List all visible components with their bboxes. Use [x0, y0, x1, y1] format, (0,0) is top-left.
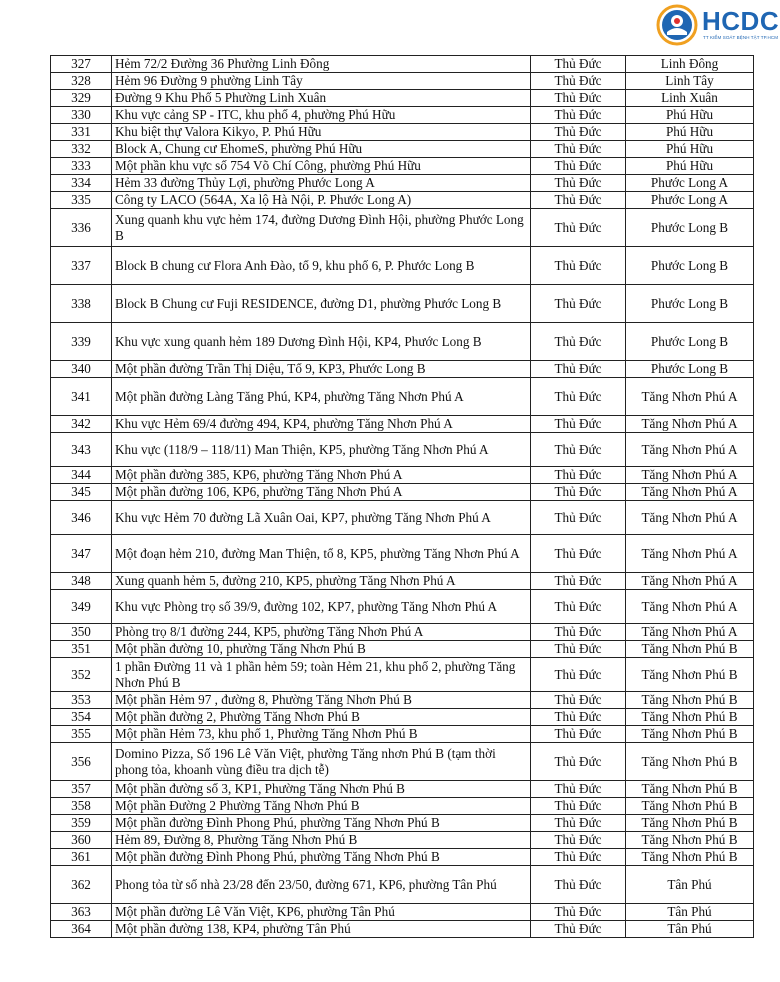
row-number: 327	[51, 56, 112, 73]
ward-cell: Tăng Nhơn Phú A	[626, 501, 754, 535]
district-cell: Thủ Đức	[531, 484, 626, 501]
table-row	[51, 107, 754, 124]
ward-cell: Phước Long B	[626, 247, 754, 285]
ward-cell: Tăng Nhơn Phú A	[626, 378, 754, 416]
district-cell: Thủ Đức	[531, 175, 626, 192]
row-number: 332	[51, 141, 112, 158]
district-cell: Thủ Đức	[531, 641, 626, 658]
row-number: 340	[51, 361, 112, 378]
table-row	[51, 192, 754, 209]
row-number: 354	[51, 709, 112, 726]
row-number: 336	[51, 209, 112, 247]
location-cell: Khu biệt thự Valora Kikyo, P. Phú Hữu	[112, 124, 531, 141]
table-row	[51, 743, 754, 781]
table-row	[51, 141, 754, 158]
ward-cell: Tăng Nhơn Phú B	[626, 658, 754, 692]
location-cell: Hẻm 72/2 Đường 36 Phường Linh Đông	[112, 56, 531, 73]
location-cell: 1 phần Đường 11 và 1 phần hẻm 59; toàn Hẻm 21, khu phố 2, phường Tăng Nhơn Phú B	[112, 658, 531, 692]
table-row	[51, 692, 754, 709]
row-number: 334	[51, 175, 112, 192]
row-number: 338	[51, 285, 112, 323]
location-cell: Công ty LACO (564A, Xa lộ Hà Nội, P. Phước Long A)	[112, 192, 531, 209]
district-cell: Thủ Đức	[531, 247, 626, 285]
district-cell: Thủ Đức	[531, 921, 626, 938]
row-number: 364	[51, 921, 112, 938]
district-cell: Thủ Đức	[531, 815, 626, 832]
location-cell: Khu vực (118/9 – 118/11) Man Thiện, KP5, phường Tăng Nhơn Phú A	[112, 433, 531, 467]
table-row	[51, 641, 754, 658]
table-row	[51, 624, 754, 641]
logo-subtitle: TT KIỂM SOÁT BỆNH TẬT TP.HCM	[703, 35, 779, 40]
district-cell: Thủ Đức	[531, 73, 626, 90]
district-cell: Thủ Đức	[531, 56, 626, 73]
table-row	[51, 866, 754, 904]
ward-cell: Tăng Nhơn Phú B	[626, 815, 754, 832]
row-number: 355	[51, 726, 112, 743]
table-row	[51, 726, 754, 743]
row-number: 362	[51, 866, 112, 904]
ward-cell: Tăng Nhơn Phú B	[626, 832, 754, 849]
district-cell: Thủ Đức	[531, 192, 626, 209]
ward-cell: Linh Đông	[626, 56, 754, 73]
row-number: 360	[51, 832, 112, 849]
row-number: 330	[51, 107, 112, 124]
location-cell: Khu vực xung quanh hẻm 189 Dương Đình Hội, KP4, Phước Long B	[112, 323, 531, 361]
row-number: 346	[51, 501, 112, 535]
table-row	[51, 832, 754, 849]
ward-cell: Tăng Nhơn Phú A	[626, 416, 754, 433]
row-number: 331	[51, 124, 112, 141]
row-number: 349	[51, 590, 112, 624]
table-row	[51, 90, 754, 107]
district-cell: Thủ Đức	[531, 535, 626, 573]
row-number: 351	[51, 641, 112, 658]
table-row	[51, 815, 754, 832]
ward-cell: Tăng Nhơn Phú B	[626, 692, 754, 709]
location-cell: Domino Pizza, Số 196 Lê Văn Việt, phường Tăng nhơn Phú B (tạm thời phong tỏa, khoanh vùng điều tra dịch tễ)	[112, 743, 531, 781]
table-row	[51, 798, 754, 815]
ward-cell: Phước Long A	[626, 175, 754, 192]
location-cell: Hẻm 89, Đường 8, Phường Tăng Nhơn Phú B	[112, 832, 531, 849]
table-row	[51, 535, 754, 573]
logo-text: HCDC	[702, 6, 780, 36]
district-cell: Thủ Đức	[531, 141, 626, 158]
row-number: 343	[51, 433, 112, 467]
table-row	[51, 323, 754, 361]
ward-cell: Linh Xuân	[626, 90, 754, 107]
ward-cell: Linh Tây	[626, 73, 754, 90]
location-cell: Một phần đường Trần Thị Diệu, Tổ 9, KP3, Phước Long B	[112, 361, 531, 378]
ward-cell: Tăng Nhơn Phú A	[626, 590, 754, 624]
district-cell: Thủ Đức	[531, 501, 626, 535]
location-cell: Một phần đường 385, KP6, phường Tăng Nhơn Phú A	[112, 467, 531, 484]
location-cell: Khu vực Hẻm 70 đường Lã Xuân Oai, KP7, phường Tăng Nhơn Phú A	[112, 501, 531, 535]
table-row	[51, 433, 754, 467]
table-row	[51, 285, 754, 323]
location-cell: Khu vực Hẻm 69/4 đường 494, KP4, phường Tăng Nhơn Phú A	[112, 416, 531, 433]
location-cell: Một phần Hẻm 73, khu phố 1, Phường Tăng Nhơn Phú B	[112, 726, 531, 743]
table-row	[51, 849, 754, 866]
row-number: 357	[51, 781, 112, 798]
row-number: 328	[51, 73, 112, 90]
district-cell: Thủ Đức	[531, 658, 626, 692]
district-cell: Thủ Đức	[531, 849, 626, 866]
district-cell: Thủ Đức	[531, 416, 626, 433]
ward-cell: Tăng Nhơn Phú A	[626, 573, 754, 590]
ward-cell: Tăng Nhơn Phú A	[626, 484, 754, 501]
table-row	[51, 73, 754, 90]
table-row	[51, 361, 754, 378]
district-cell: Thủ Đức	[531, 781, 626, 798]
ward-cell: Tăng Nhơn Phú B	[626, 726, 754, 743]
table-row	[51, 709, 754, 726]
location-cell: Một phần đường 138, KP4, phường Tân Phú	[112, 921, 531, 938]
table-row	[51, 501, 754, 535]
district-cell: Thủ Đức	[531, 692, 626, 709]
ward-cell: Tăng Nhơn Phú A	[626, 467, 754, 484]
location-cell: Một phần Hẻm 97 , đường 8, Phường Tăng Nhơn Phú B	[112, 692, 531, 709]
location-table-body	[51, 56, 754, 938]
location-cell: Hẻm 96 Đường 9 phường Linh Tây	[112, 73, 531, 90]
location-cell: Xung quanh khu vực hẻm 174, đường Dương Đình Hội, phường Phước Long B	[112, 209, 531, 247]
location-cell: Một phần đường Đình Phong Phú, phường Tăng Nhơn Phú B	[112, 849, 531, 866]
row-number: 337	[51, 247, 112, 285]
row-number: 359	[51, 815, 112, 832]
location-cell: Một phần đường 10, phường Tăng Nhơn Phú B	[112, 641, 531, 658]
ward-cell: Tăng Nhơn Phú A	[626, 433, 754, 467]
district-cell: Thủ Đức	[531, 573, 626, 590]
row-number: 335	[51, 192, 112, 209]
ward-cell: Tân Phú	[626, 866, 754, 904]
row-number: 356	[51, 743, 112, 781]
location-cell: Một phần đường 106, KP6, phường Tăng Nhơn Phú A	[112, 484, 531, 501]
location-cell: Một phần đường Lê Văn Việt, KP6, phường Tân Phú	[112, 904, 531, 921]
hcdc-emblem-icon	[656, 4, 700, 46]
district-cell: Thủ Đức	[531, 107, 626, 124]
district-cell: Thủ Đức	[531, 124, 626, 141]
ward-cell: Phú Hữu	[626, 141, 754, 158]
ward-cell: Phước Long B	[626, 323, 754, 361]
ward-cell: Tăng Nhơn Phú B	[626, 849, 754, 866]
ward-cell: Tân Phú	[626, 921, 754, 938]
ward-cell: Phú Hữu	[626, 158, 754, 175]
district-cell: Thủ Đức	[531, 866, 626, 904]
ward-cell: Tân Phú	[626, 904, 754, 921]
location-cell: Phòng trọ 8/1 đường 244, KP5, phường Tăng Nhơn Phú A	[112, 624, 531, 641]
row-number: 361	[51, 849, 112, 866]
location-cell: Một phần Đường 2 Phường Tăng Nhơn Phú B	[112, 798, 531, 815]
row-number: 350	[51, 624, 112, 641]
district-cell: Thủ Đức	[531, 832, 626, 849]
ward-cell: Phước Long B	[626, 209, 754, 247]
ward-cell: Tăng Nhơn Phú B	[626, 709, 754, 726]
table-row	[51, 467, 754, 484]
district-cell: Thủ Đức	[531, 433, 626, 467]
location-cell: Xung quanh hẻm 5, đường 210, KP5, phường Tăng Nhơn Phú A	[112, 573, 531, 590]
location-cell: Khu vực cảng SP - ITC, khu phố 4, phường Phú Hữu	[112, 107, 531, 124]
table-row	[51, 124, 754, 141]
district-cell: Thủ Đức	[531, 709, 626, 726]
location-cell: Một phần đường Đình Phong Phú, phường Tăng Nhơn Phú B	[112, 815, 531, 832]
table-row	[51, 158, 754, 175]
district-cell: Thủ Đức	[531, 90, 626, 107]
row-number: 344	[51, 467, 112, 484]
row-number: 353	[51, 692, 112, 709]
location-cell: Phong tỏa từ số nhà 23/28 đến 23/50, đường 671, KP6, phường Tân Phú	[112, 866, 531, 904]
district-cell: Thủ Đức	[531, 624, 626, 641]
district-cell: Thủ Đức	[531, 590, 626, 624]
row-number: 341	[51, 378, 112, 416]
location-cell: Hẻm 33 đường Thủy Lợi, phường Phước Long A	[112, 175, 531, 192]
district-cell: Thủ Đức	[531, 158, 626, 175]
ward-cell: Phước Long B	[626, 285, 754, 323]
ward-cell: Phú Hữu	[626, 124, 754, 141]
table-row	[51, 573, 754, 590]
ward-cell: Tăng Nhơn Phú B	[626, 641, 754, 658]
table-row	[51, 378, 754, 416]
ward-cell: Phước Long B	[626, 361, 754, 378]
table-row	[51, 416, 754, 433]
hcdc-logo	[656, 4, 780, 46]
district-cell: Thủ Đức	[531, 209, 626, 247]
location-cell: Block A, Chung cư EhomeS, phường Phú Hữu	[112, 141, 531, 158]
location-cell: Một đoạn hẻm 210, đường Man Thiện, tổ 8, KP5, phường Tăng Nhơn Phú A	[112, 535, 531, 573]
location-cell: Một phần đường số 3, KP1, Phường Tăng Nhơn Phú B	[112, 781, 531, 798]
ward-cell: Tăng Nhơn Phú B	[626, 798, 754, 815]
location-cell: Một phần khu vực số 754 Võ Chí Công, phường Phú Hữu	[112, 158, 531, 175]
table-row	[51, 247, 754, 285]
district-cell: Thủ Đức	[531, 798, 626, 815]
row-number: 339	[51, 323, 112, 361]
district-cell: Thủ Đức	[531, 726, 626, 743]
row-number: 345	[51, 484, 112, 501]
location-cell: Block B chung cư Flora Anh Đào, tổ 9, khu phố 6, P. Phước Long B	[112, 247, 531, 285]
district-cell: Thủ Đức	[531, 361, 626, 378]
table-row	[51, 484, 754, 501]
ward-cell: Tăng Nhơn Phú B	[626, 743, 754, 781]
table-row	[51, 921, 754, 938]
district-cell: Thủ Đức	[531, 467, 626, 484]
location-table	[50, 55, 754, 938]
table-row	[51, 904, 754, 921]
row-number: 342	[51, 416, 112, 433]
table-row	[51, 781, 754, 798]
location-cell: Khu vực Phòng trọ số 39/9, đường 102, KP7, phường Tăng Nhơn Phú A	[112, 590, 531, 624]
ward-cell: Tăng Nhơn Phú B	[626, 781, 754, 798]
row-number: 358	[51, 798, 112, 815]
table-row	[51, 175, 754, 192]
ward-cell: Tăng Nhơn Phú A	[626, 624, 754, 641]
table-row	[51, 590, 754, 624]
row-number: 348	[51, 573, 112, 590]
location-cell: Một phần đường Làng Tăng Phú, KP4, phường Tăng Nhơn Phú A	[112, 378, 531, 416]
ward-cell: Phú Hữu	[626, 107, 754, 124]
row-number: 347	[51, 535, 112, 573]
district-cell: Thủ Đức	[531, 378, 626, 416]
table-row	[51, 56, 754, 73]
row-number: 352	[51, 658, 112, 692]
ward-cell: Tăng Nhơn Phú A	[626, 535, 754, 573]
row-number: 329	[51, 90, 112, 107]
district-cell: Thủ Đức	[531, 285, 626, 323]
district-cell: Thủ Đức	[531, 743, 626, 781]
location-cell: Một phần đường 2, Phường Tăng Nhơn Phú B	[112, 709, 531, 726]
table-row	[51, 658, 754, 692]
table-row	[51, 209, 754, 247]
district-cell: Thủ Đức	[531, 904, 626, 921]
ward-cell: Phước Long A	[626, 192, 754, 209]
row-number: 333	[51, 158, 112, 175]
location-cell: Block B Chung cư Fuji RESIDENCE, đường D1, phường Phước Long B	[112, 285, 531, 323]
location-cell: Đường 9 Khu Phố 5 Phường Linh Xuân	[112, 90, 531, 107]
district-cell: Thủ Đức	[531, 323, 626, 361]
row-number: 363	[51, 904, 112, 921]
